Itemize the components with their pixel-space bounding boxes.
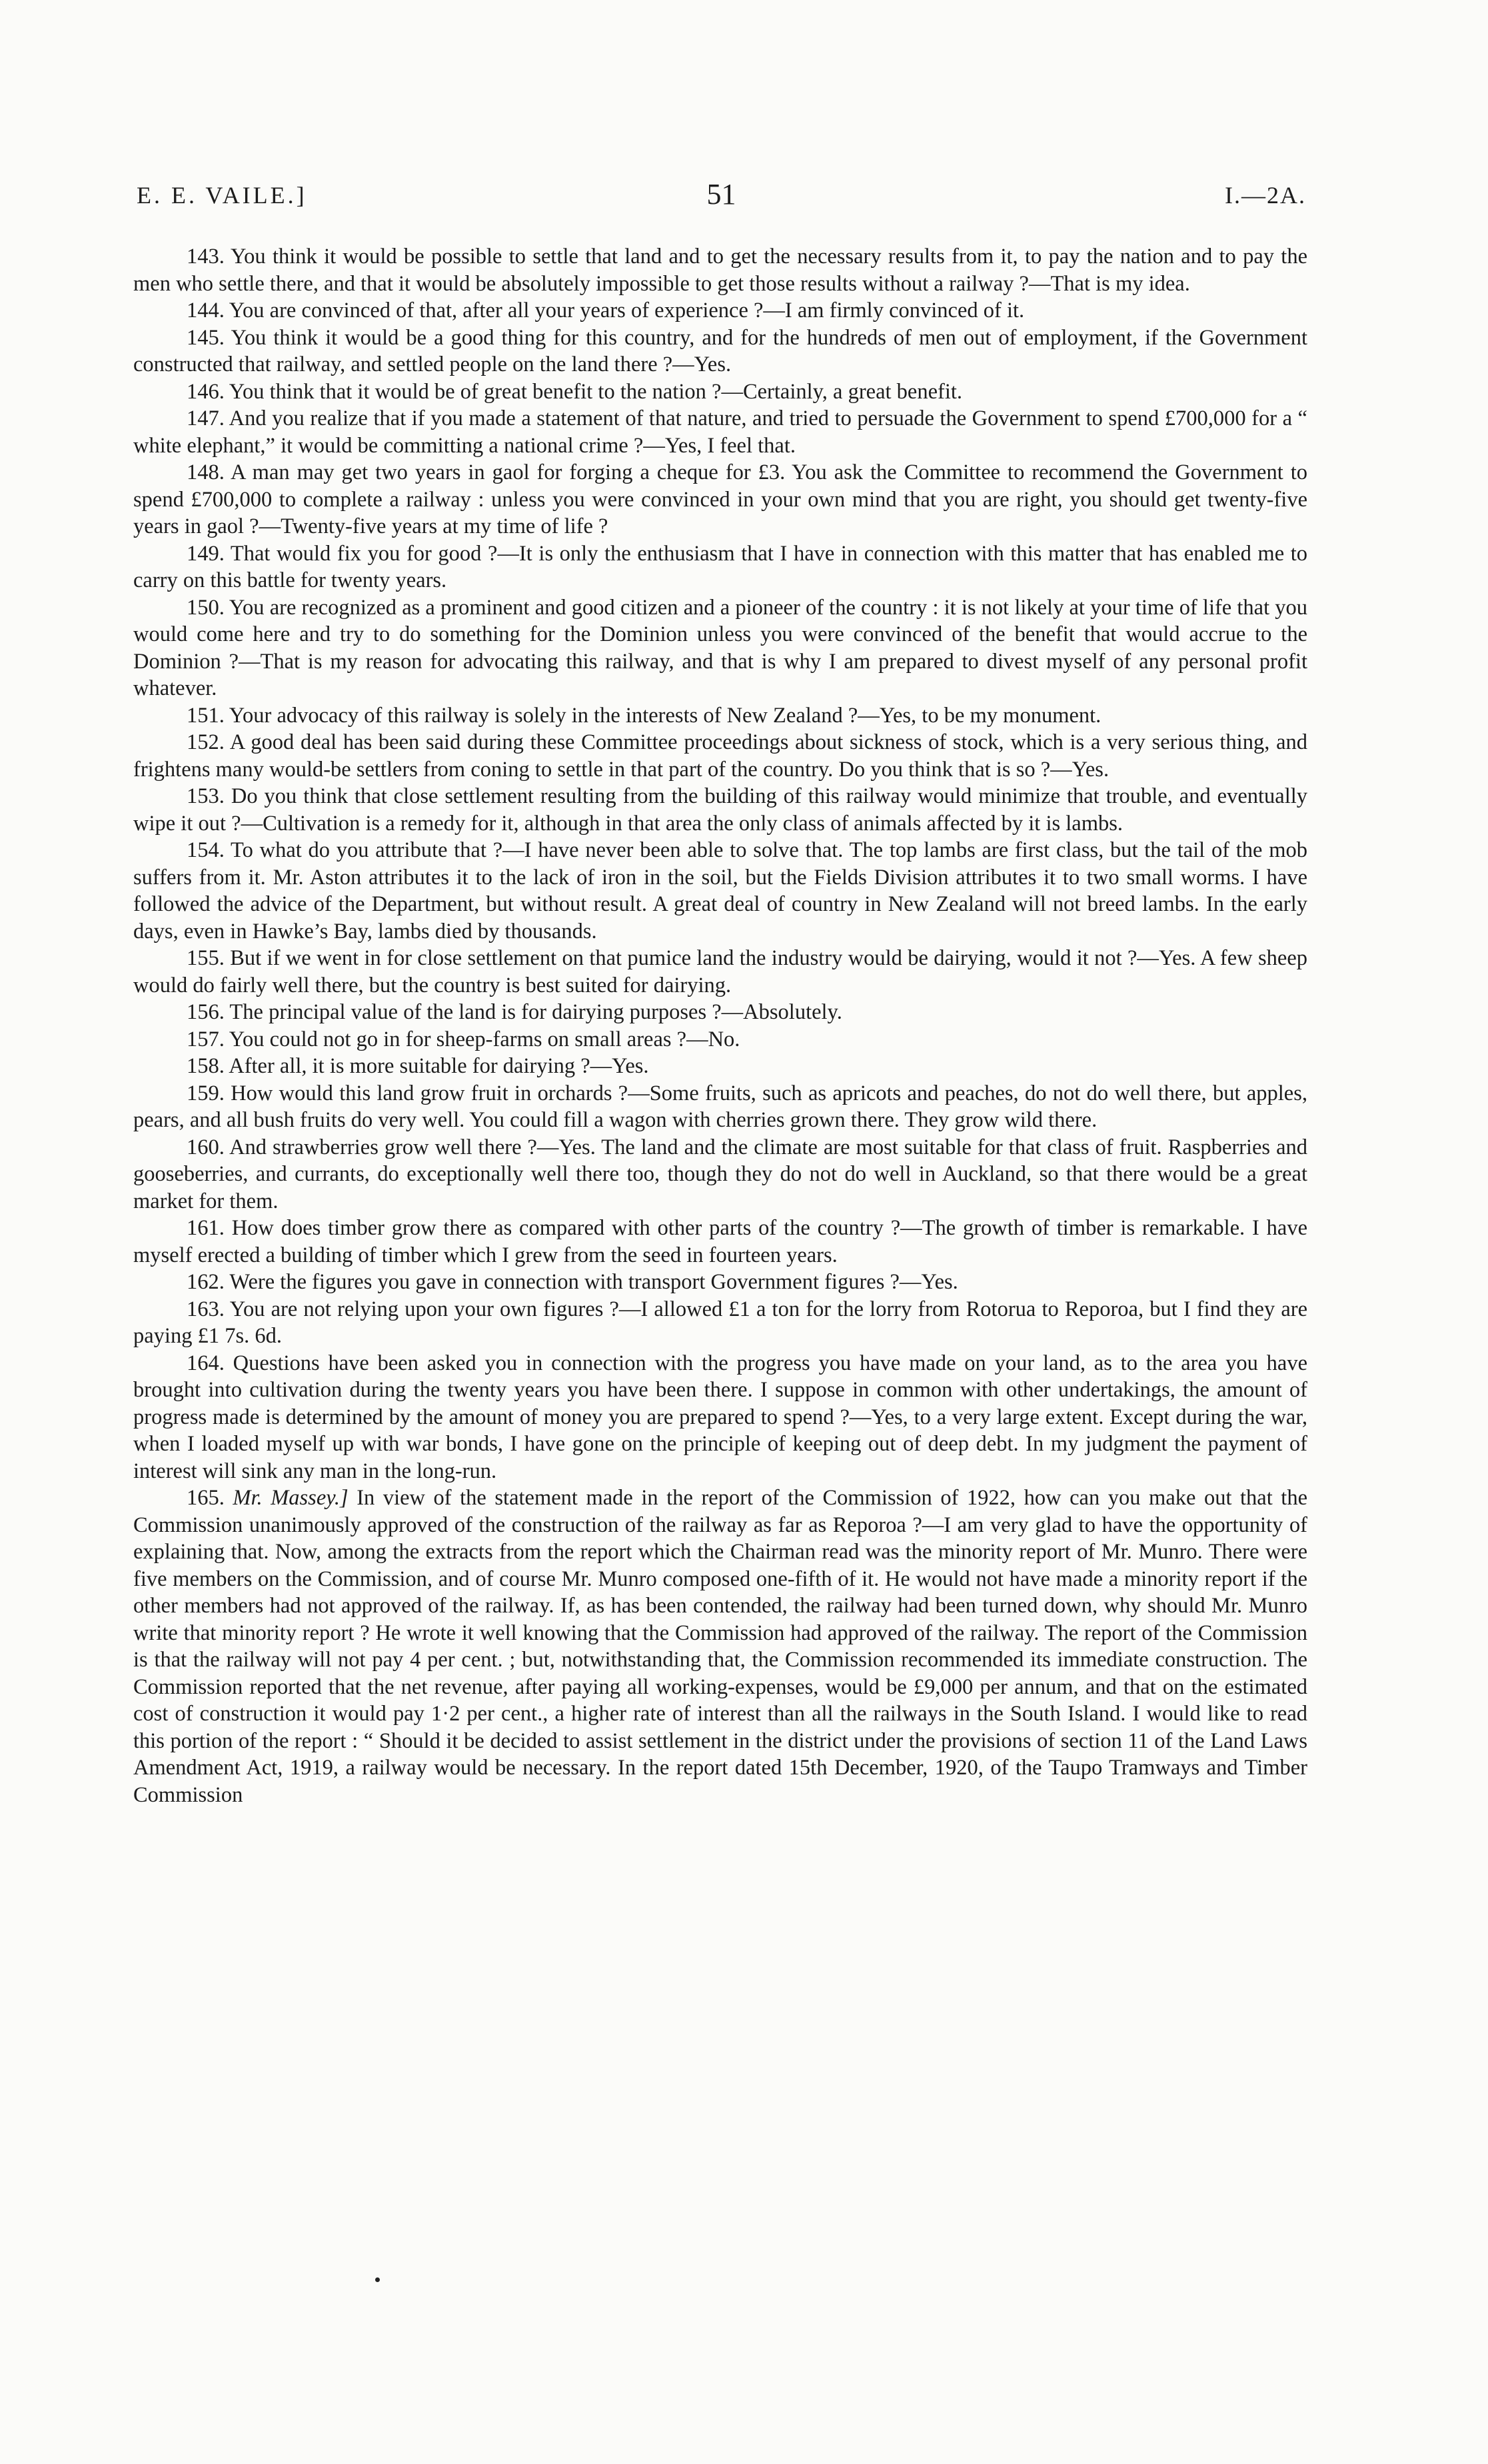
witness-name: E. E. VAILE.] [137,182,307,209]
question-number: 150. [187,595,225,620]
question-text: To what do you attribute that ?—I have never been able to solve that. The top lambs are first class, but the tail of the mob suffers from it. Mr. Aston attributes it to the lack of iron in the soil, but the Fields Division attributes it to two small worms. I have followed the advice of the Department, but without result. A great deal of country in New Zealand will not breed lambs. In the early days, even in Hawke’s Bay, lambs died by thousands. [133,838,1307,943]
question-number: 157. [187,1027,225,1051]
question-number: 155. [187,946,225,970]
question-number: 153. [187,784,225,808]
question-paragraph [133,1026,1307,1053]
question-paragraph [133,729,1307,783]
question-text: But if we went in for close settlement on that pumice land the industry would be dairying, would it not ?—Yes. A few sheep would do fairly well there, but the country is best suited for dairying. [133,946,1308,997]
question-paragraph [133,783,1307,837]
transcript-body [133,243,1307,1808]
question-text: You are not relying upon your own figures ?—I allowed £1 a ton for the lorry from Rotorua to Reporoa, but I find they are paying £1 7s. 6d. [133,1297,1308,1348]
question-paragraph [133,1350,1307,1485]
page-header [137,178,1306,221]
question-text: The principal value of the land is for dairying purposes ?—Absolutely. [229,1000,842,1024]
question-number: 154. [187,838,225,862]
question-paragraph [133,594,1307,702]
question-paragraph [133,1269,1307,1296]
question-number: 148. [187,460,225,484]
question-text: You think that it would be of great benefit to the nation ?—Certainly, a great benefit. [229,379,963,404]
question-text: Were the figures you gave in connection with transport Government figures ?—Yes. [229,1270,958,1294]
question-number: 160. [187,1135,225,1159]
question-text: You think it would be a good thing for this country, and for the hundreds of men out of employment, if the Government constructed that railway, and settled people on the land there ?—Yes. [133,325,1307,376]
question-text: In view of the statement made in the report of the Commission of 1922, how can you make out that the Commission unanimously approved of the construction of the railway as far as Reporoa ?—I am very glad to have the opportunity of explaining that. Now, among the extracts from the report which the Chairman read was the minority report of Mr. Munro. There were five members on the Commission, and of course Mr. Munro composed one-fifth of it. He would not have made a minority report if the other members had not approved of the railway. If, as has been contended, the railway had been turned down, why should Mr. Munro write that minority report ? He wrote it well knowing that the Commission had approved of the railway. The report of the Commission is that the railway will not pay 4 per cent. ; but, notwithstanding that, the Commission recommended its immediate construction. The Commission reported that the net revenue, after paying all working-expenses, would be £9,000 per annum, and that on the estimated cost of construction it would pay 1·2 per cent., a higher rate of interest than all the railways in the South Island. I would like to read this portion of the report : “ Should it be decided to assist settlement in the district under the provisions of section 11 of the Land Laws Amendment Act, 1919, a railway would be necessary. In the report dated 15th December, 1920, of the Taupo Tramways and Timber Commission [133,1486,1308,1807]
question-number: 158. [187,1054,225,1078]
question-text: Questions have been asked you in connection with the progress you have made on your land, as to the area you have brought into cultivation during the twenty years you have been there. I suppose in common with other undertakings, the amount of progress made is determined by the amount of money you are prepared to spend ?—Yes, to a very large extent. Except during the war, when I loaded myself up with war bonds, I have gone on the principle of keeping out of deep debt. In my judgment the payment of interest will sink any man in the long-run. [133,1351,1307,1483]
question-number: 159. [187,1081,225,1105]
question-paragraph [133,999,1307,1026]
question-paragraph [133,1485,1307,1808]
question-text: How does timber grow there as compared with other parts of the country ?—The growth of timber is remarkable. I have myself erected a building of timber which I grew from the seed in fourteen years. [133,1216,1307,1267]
question-paragraph [133,459,1307,540]
question-paragraph [133,405,1307,459]
question-text: You are convinced of that, after all your years of experience ?—I am firmly convinced of it. [229,299,1025,322]
question-paragraph [133,243,1307,297]
question-number: 147. [187,406,225,430]
question-number: 162. [187,1270,225,1294]
question-text: After all, it is more suitable for dairying ?—Yes. [229,1054,649,1078]
question-text: A man may get two years in gaol for forging a cheque for £3. You ask the Committee to recommend the Government to spend £700,000 to complete a railway : unless you were convinced in your own mind that you are right, you should get twenty-five years in gaol ?—Twenty-five years at my time of life ? [133,460,1307,538]
page-number: 51 [706,178,736,211]
question-paragraph [133,378,1307,406]
question-text: And strawberries grow well there ?—Yes. The land and the climate are most suitable for that class of fruit. Raspberries and gooseberries, and currants, do exceptionally well there too, though they do not do well in Auckland, so that there would be a great market for them. [133,1135,1307,1213]
question-paragraph [133,1215,1307,1269]
question-paragraph [133,540,1307,594]
question-paragraph [133,324,1307,378]
question-number: 161. [187,1216,225,1240]
question-number: 163. [187,1297,225,1321]
question-number: 165. [187,1486,225,1510]
question-text: Your advocacy of this railway is solely in the interests of New Zealand ?—Yes, to be my monument. [229,703,1102,728]
question-paragraph [133,297,1307,324]
question-text: Do you think that close settlement resulting from the building of this railway would minimize that trouble, and eventually wipe it out ?—Cultivation is a remedy for it, although in that area the only class of animals affected by it is lambs. [133,784,1308,836]
question-text: You could not go in for sheep-farms on small areas ?—No. [229,1027,740,1051]
question-number: 151. [187,703,225,728]
ink-speck [375,2277,380,2282]
document-reference: I.—2A. [1225,182,1306,209]
question-text: And you realize that if you made a statement of that nature, and tried to persuade the Government to spend £700,000 for a “ white elephant,” it would be committing a national crime ?—Yes, I feel that. [133,406,1307,458]
question-number: 144. [187,299,225,322]
question-paragraph [133,837,1307,945]
question-paragraph [133,702,1307,730]
question-number: 152. [187,730,225,754]
question-paragraph [133,1080,1307,1134]
question-number: 156. [187,1000,225,1024]
question-number: 145. [187,325,225,350]
question-paragraph [133,1134,1307,1215]
question-text: A good deal has been said during these Committee proceedings about sickness of stock, which is a very serious thing, and frightens many would-be settlers from coning to settle in that part of the country. Do you think that is so ?—Yes. [133,730,1307,782]
question-number: 149. [187,541,225,566]
question-number: 164. [187,1351,225,1375]
question-number: 143. [187,245,225,269]
question-paragraph [133,1053,1307,1080]
question-text: That would fix you for good ?—It is only the enthusiasm that I have in connection with this matter that has enabled me to carry on this battle for twenty years. [133,541,1307,592]
question-text: How would this land grow fruit in orchards ?—Some fruits, such as apricots and peaches, do not do well there, but apples, pears, and all bush fruits do very well. You could fill a wagon with cherries grown there. They grow wild there. [133,1081,1307,1132]
question-text: You think it would be possible to settle that land and to get the necessary results from it, to pay the nation and to pay the men who settle there, and that it would be absolutely impossible to get those results without a railway ?—That is my idea. [133,245,1308,296]
question-number: 146. [187,379,225,404]
question-paragraph [133,1296,1307,1350]
question-paragraph [133,945,1307,999]
question-text: You are recognized as a prominent and good citizen and a pioneer of the country : it is not likely at your time of life that you would come here and try to do something for the Dominion unless you were convinced of the benefit that would accrue to the Dominion ?—That is my reason for advocating this railway, and that is why I am prepared to divest myself of any personal profit whatever. [133,595,1308,700]
speaker-name: Mr. Massey.] [233,1486,349,1510]
